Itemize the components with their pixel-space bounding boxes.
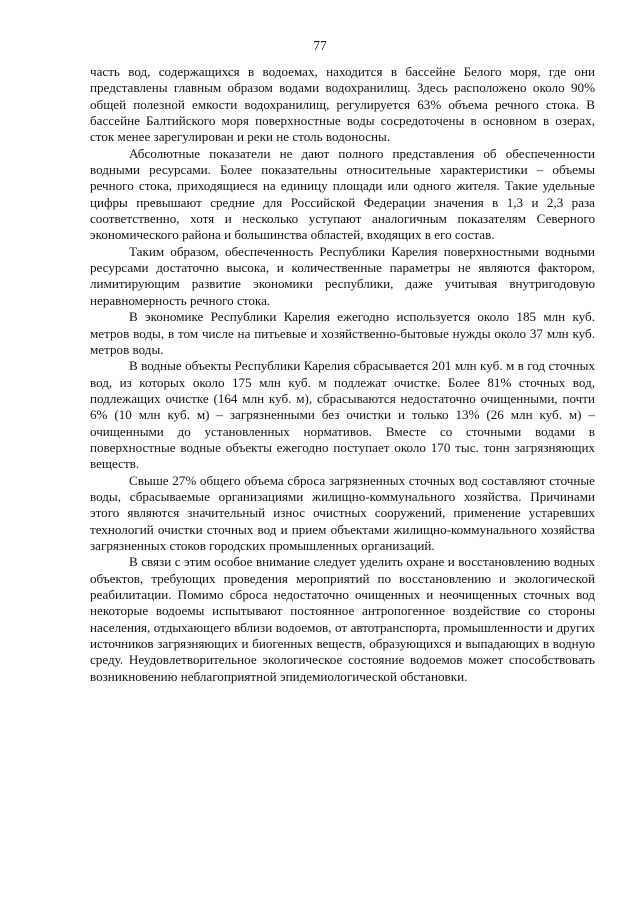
paragraph-6: Свыше 27% общего объема сброса загрязненных сточных вод составляют сточные воды, сбрасываемые организациями жилищно-коммунального хозяйства. Причинами этого являются значительный износ очистных сооружений, применение устаревших технологий очистки сточных вод и прием объектами жилищно-коммунального хозяйства загрязненных стоков городских промышленных организаций. [90,472,595,553]
document-body [90,64,595,685]
paragraph-7: В связи с этим особое внимание следует уделить охране и восстановлению водных объектов, требующих проведения мероприятий по восстановлению и экологической реабилитации. Помимо сброса недостаточно очищенных и неочищенных сточных вод некоторые водоемы испытывают постоянное антропогенное воздействие со стороны населения, отдыхающего вблизи водоемов, от автотранспорта, промышленности и других источников загрязняющих и биогенных веществ, образующихся и выпадающих в водную среду. Неудовлетворительное экологическое состояние водоемов может способствовать возникновению неблагоприятной эпидемиологической обстановки. [90,554,595,684]
paragraph-2: Абсолютные показатели не дают полного представления об обеспеченности водными ресурсами. Более показательны относительные характеристики – объемы речного стока, приходящиеся на единицу площади или одного жителя. Такие удельные цифры превышают средние для Российской Федерации значения в 1,3 и 2,3 раза соответственно, хотя и несколько уступают аналогичным показателям Северного экономического района и большинства областей, входящих в его состав. [90,145,595,243]
paragraph-5: В водные объекты Республики Карелия сбрасывается 201 млн куб. м в год сточных вод, из которых около 175 млн куб. м подлежат очистке. Более 81% сточных вод, подлежащих очистке (164 млн куб. м), сбрасываются недостаточно очищенными, почти 6% (10 млн куб. м) – загрязненными без очистки и только 13% (26 млн куб. м) – очищенными до установленных нормативов. Вместе со сточными водами в поверхностные водные объекты ежегодно поступает около 170 тыс. тонн загрязняющих веществ. [90,358,595,472]
paragraph-4: В экономике Республики Карелия ежегодно используется около 185 млн куб. метров воды, в том числе на питьевые и хозяйственно-бытовые нужды около 37 млн куб. метров воды. [90,309,595,357]
page-number: 77 [313,38,327,53]
paragraph-1: часть вод, содержащихся в водоемах, находится в бассейне Белого моря, где они представлены главным образом водами водохранилищ. Здесь расположено около 90% общей полезной емкости водохранилищ, регулируется 63% объема речного стока. В бассейне Балтийского моря поверхностные воды сосредоточены в основном в озерах, сток менее зарегулирован и реки не столь водоносны. [90,64,595,145]
paragraph-3: Таким образом, обеспеченность Республики Карелия поверхностными водными ресурсами достаточно высока, и количественные параметры не являются фактором, лимитирующим развитие экономики республики, даже учитывая внутригодовую неравномерность речного стока. [90,243,595,308]
